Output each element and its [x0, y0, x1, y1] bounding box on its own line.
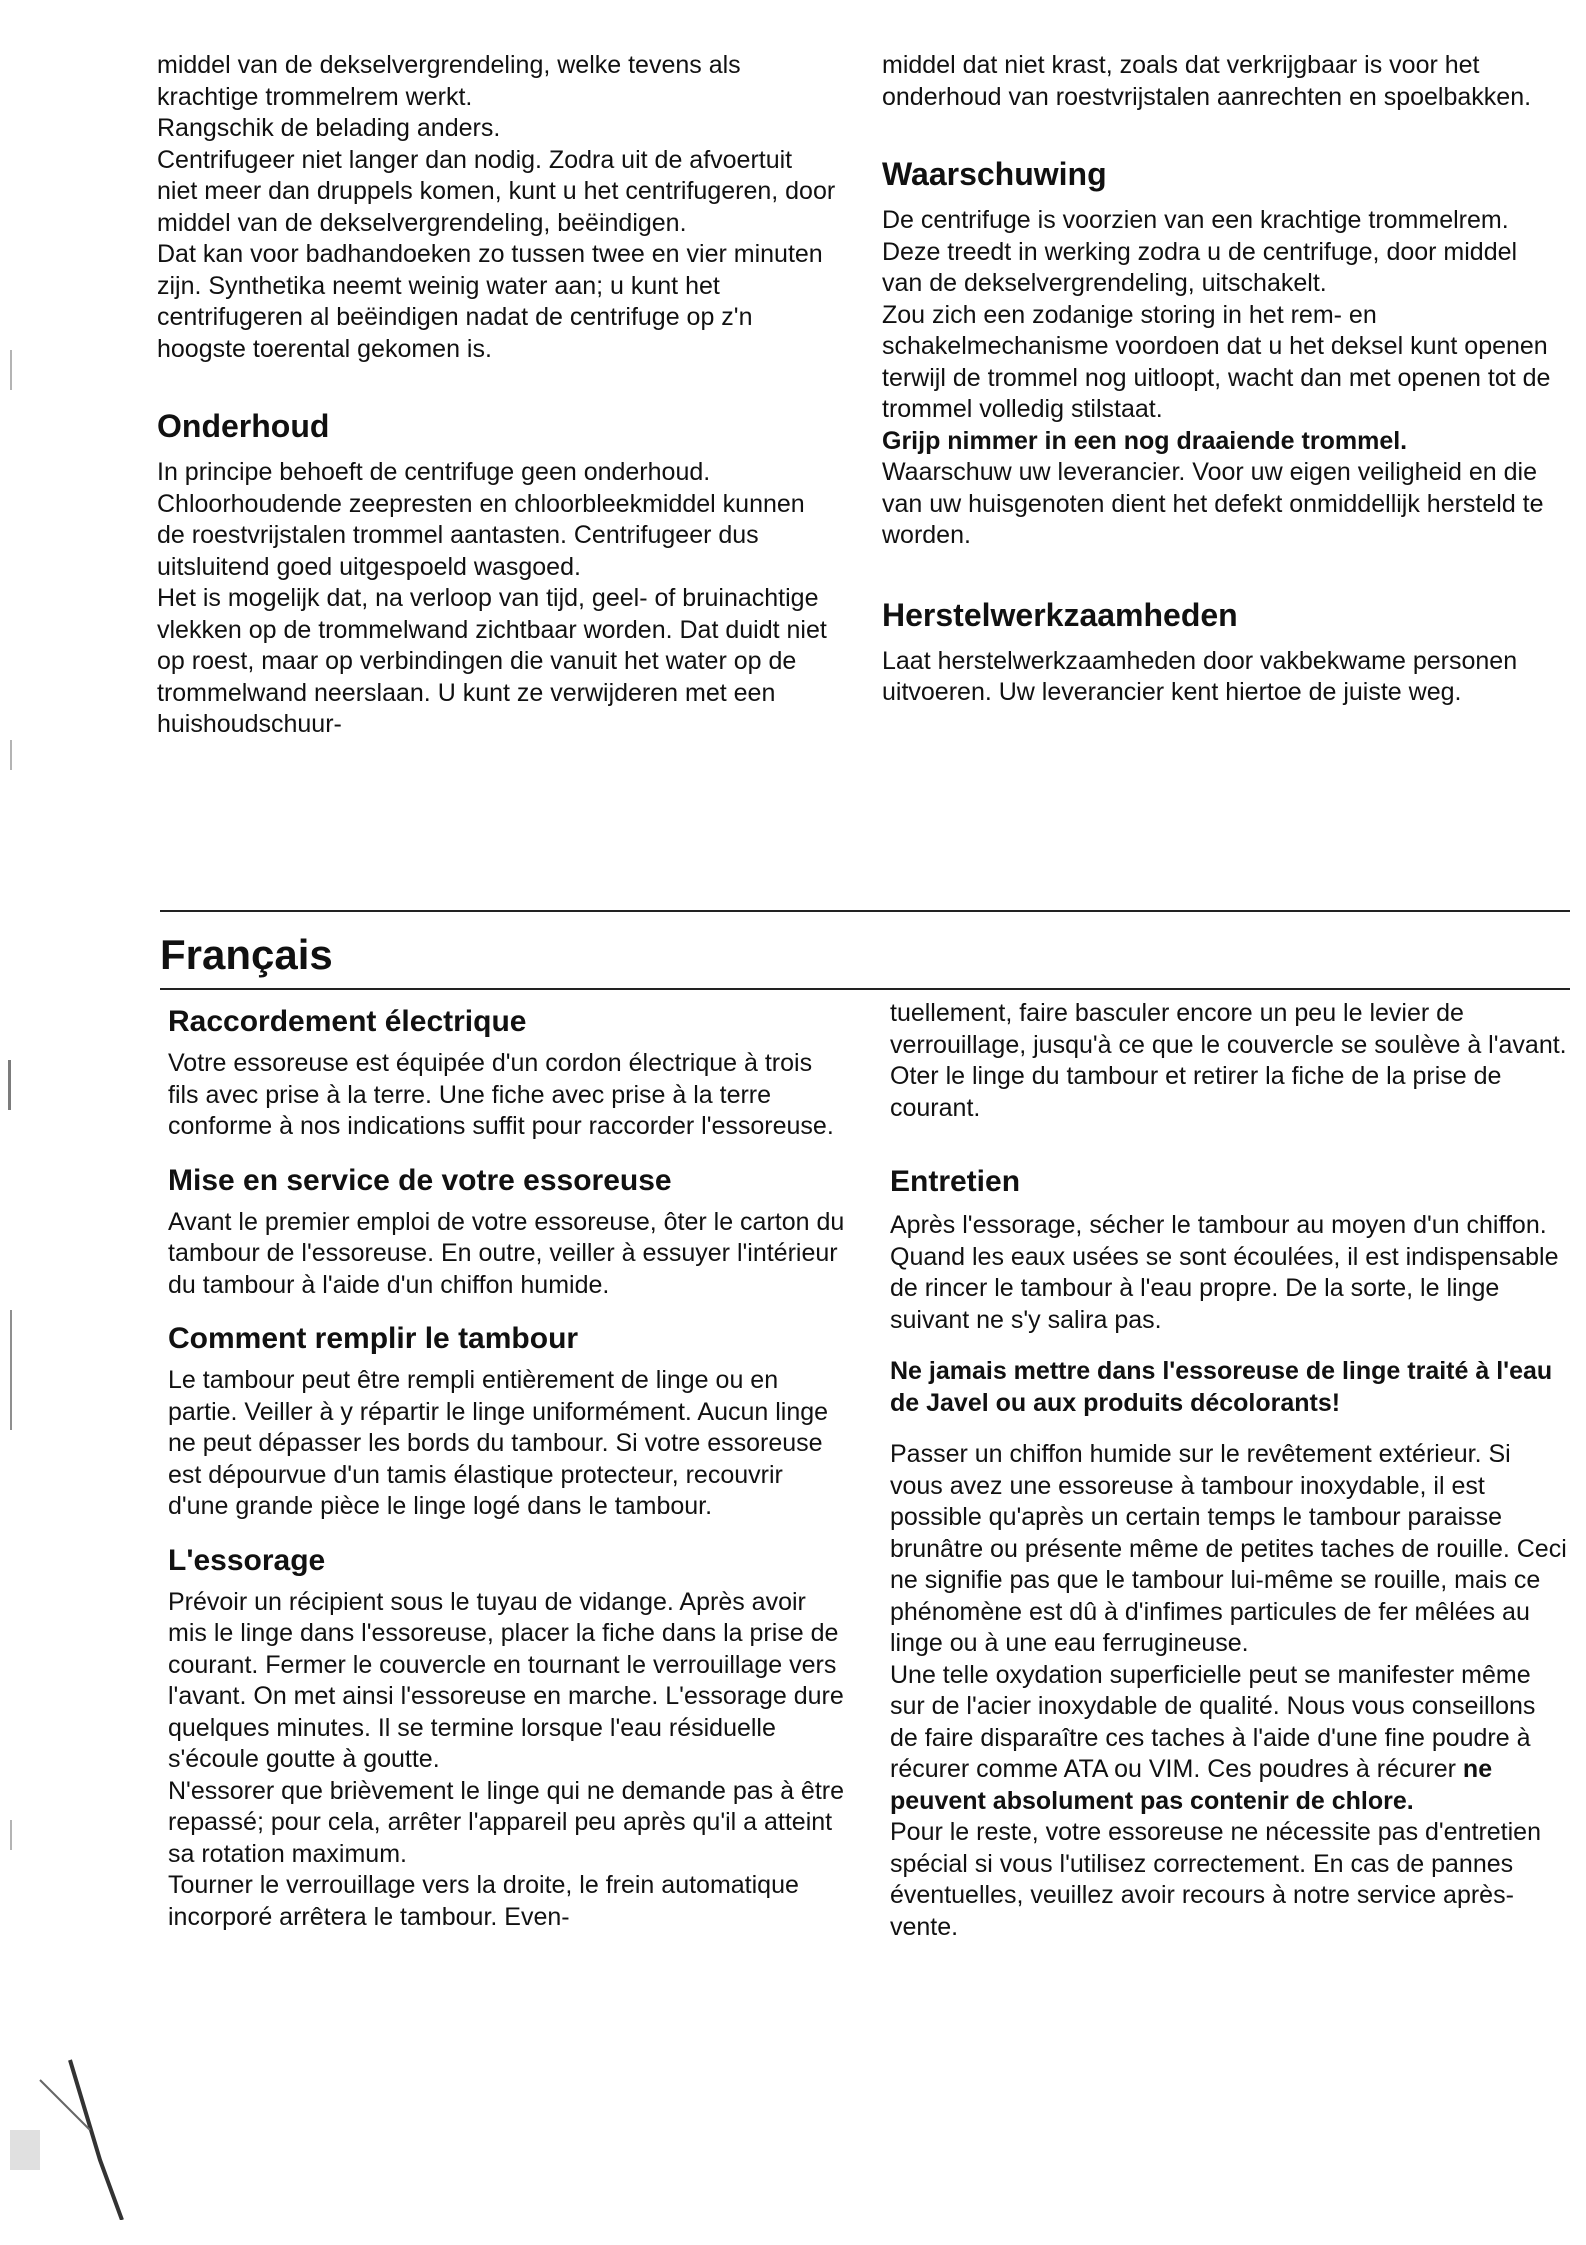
body-paragraph: Rangschik de belading anders.: [157, 114, 501, 142]
scan-mark: [10, 1310, 12, 1430]
body-paragraph: Zou zich een zodanige storing in het rem- en schakelmechanisme voordoen dat u het deksel kunt openen terwijl de trommel nog uitloopt, wacht dan met openen tot de trommel volledig stilstaat.: [882, 300, 1551, 423]
body-paragraph: Votre essoreuse est équipée d'un cordon électrique à trois fils avec prise à la terre. Une fiche avec prise à la terre conforme à nos indications suffit pour raccorder l'essoreuse.: [168, 1049, 834, 1140]
body-paragraph: Le tambour peut être rempli entièrement de linge ou en partie. Veiller à y répartir le linge uniformément. Aucun linge ne peut dépasser les bords du tambour. Si votre essoreuse est dépourvue d'un tamis élastique protecteur, recouvrir d'une grande pièce le linge logé dans le tambour.: [168, 1366, 829, 1520]
body-paragraph: Tourner le verrouillage vers la droite, le frein automatique incorporé arrêtera le tambour. Even-: [168, 1871, 799, 1931]
warning-bold-text: Ne jamais mettre dans l'essoreuse de linge traité à l'eau de Javel ou aux produits décolorants!: [890, 1357, 1553, 1417]
bold-text: ne peuvent absolument pas contenir de chlore.: [890, 1755, 1493, 1815]
section-heading-herstelwerkzaamheden: Herstelwerkzaamheden: [882, 596, 1238, 633]
section-heading-onderhoud: Onderhoud: [157, 408, 330, 444]
scan-mark: [10, 740, 12, 770]
body-paragraph: Passer un chiffon humide sur le revêtement extérieur. Si vous avez une essoreuse à tambour inoxydable, il est possible qu'après un certain temps le tambour paraisse brunâtre ou présente même de petites taches de rouille. Ceci ne signifie pas que le tambour lui-même se rouille, mais ce phénomène est dû à d'infimes particules de fer mêlées au linge ou à une eau ferrugineuse.: [890, 1440, 1567, 1657]
body-paragraph: Prévoir un récipient sous le tuyau de vidange. Après avoir mis le linge dans l'essoreuse, placer la fiche dans la prise de courant. Fermer le couvercle en tournant le verrouillage vers l'avant. On met ainsi l'essoreuse en marche. L'essorage dure quelques minutes. Il se termine lorsque l'eau résiduelle s'écoule goutte à goutte.: [168, 1587, 844, 1773]
body-paragraph: Het is mogelijk dat, na verloop van tijd, geel- of bruinachtige vlekken op de trommelwand zichtbaar worden. Dat duidt niet op roest, maar op verbindingen die vanuit het water op de trommelwand neerslaan. U kunt ze verwijderen met een huishoudschuur-: [157, 584, 827, 738]
french-right-column: [890, 998, 1570, 1943]
section-heading-remplir: Comment remplir le tambour: [168, 1322, 579, 1355]
body-paragraph: Dat kan voor badhandoeken zo tussen twee en vier minuten zijn. Synthetika neemt weinig water aan; u kunt het centrifugeren al beëindigen nadat de centrifuge op z'n hoogste toerental gekomen is.: [157, 240, 823, 363]
body-paragraph: N'essorer que brièvement le linge qui ne demande pas à être repassé; pour cela, arrêter l'appareil peu après qu'il a atteint sa rotation maximum.: [168, 1776, 845, 1868]
body-paragraph: Pour le reste, votre essoreuse ne nécessite pas d'entretien spécial si vous l'utilisez correctement. En cas de pannes éventuelles, veuillez avoir recours à notre service après-vente.: [890, 1818, 1541, 1941]
body-paragraph: In principe behoeft de centrifuge geen onderhoud. Chloorhoudende zeepresten en chloorbleekmiddel kunnen de roestvrijstalen trommel aantasten. Centrifugeer dus uitsluitend goed uitgespoeld wasgoed.: [157, 458, 805, 581]
scan-mark: [10, 350, 12, 390]
french-left-column: [168, 1004, 848, 1933]
body-paragraph: Laat herstelwerkzaamheden door vakbekwame personen uitvoeren. Uw leverancier kent hiertoe de juiste weg.: [882, 646, 1518, 706]
body-paragraph: [890, 1660, 1570, 1818]
body-paragraph: Après l'essorage, sécher le tambour au moyen d'un chiffon. Quand les eaux usées se sont écoulées, il est indispensable de rincer le tambour à l'eau propre. De la sorte, le linge suivant ne s'y salira pas.: [890, 1211, 1559, 1334]
dutch-right-column: [882, 50, 1562, 709]
scan-artifact-icon: [0, 2040, 140, 2220]
section-heading-mise-en-service: Mise en service de votre essoreuse: [168, 1163, 672, 1197]
body-paragraph: middel dat niet krast, zoals dat verkrijgbaar is voor het onderhoud van roestvrijstalen aanrechten en spoelbakken.: [882, 51, 1532, 111]
bottom-divider-rule: [160, 988, 1570, 990]
section-heading-essorage: L'essorage: [168, 1543, 326, 1577]
body-paragraph: Centrifugeer niet langer dan nodig. Zodra uit de afvoertuit niet meer dan druppels komen, kunt u het centrifugeren, door middel van de dekselvergrendeling, beëindigen.: [157, 145, 836, 237]
body-paragraph: middel van de dekselvergrendeling, welke tevens als krachtige trommelrem werkt.: [157, 51, 741, 111]
dutch-left-column: [157, 50, 837, 741]
body-paragraph: Waarschuw uw leverancier. Voor uw eigen veiligheid en die van uw huisgenoten dient het defekt onmiddellijk hersteld te worden.: [882, 458, 1544, 549]
section-heading-raccordement: Raccordement électrique: [168, 1005, 527, 1038]
body-paragraph: tuellement, faire basculer encore un peu le levier de verrouillage, jusqu'à ce que le couvercle se soulève à l'avant.: [890, 999, 1567, 1059]
section-heading-waarschuwing: Waarschuwing: [882, 156, 1107, 192]
warning-bold-text: Grijp nimmer in een nog draaiende trommel.: [882, 426, 1408, 455]
body-text: Une telle oxydation superficielle peut se manifester même sur de l'acier inoxydable de qualité. Nous vous conseillons de faire disparaître ces taches à l'aide d'une fine poudre à récurer comme ATA ou VIM. Ces poudres à récurer: [890, 1660, 1536, 1783]
scan-mark: [10, 1820, 12, 1850]
scan-mark: [8, 1060, 11, 1110]
body-paragraph: De centrifuge is voorzien van een krachtige trommelrem. Deze treedt in werking zodra u de centrifuge, door middel van de dekselvergrendeling, uitschakelt.: [882, 206, 1518, 297]
language-title-francais: Français: [160, 931, 333, 978]
section-heading-entretien: Entretien: [890, 1165, 1021, 1198]
body-paragraph: Oter le linge du tambour et retirer la fiche de la prise de courant.: [890, 1062, 1502, 1122]
top-divider-rule: [160, 910, 1570, 912]
body-paragraph: Avant le premier emploi de votre essoreuse, ôter le carton du tambour de l'essoreuse. En outre, veiller à essuyer l'intérieur du tambour à l'aide d'un chiffon humide.: [168, 1207, 845, 1299]
